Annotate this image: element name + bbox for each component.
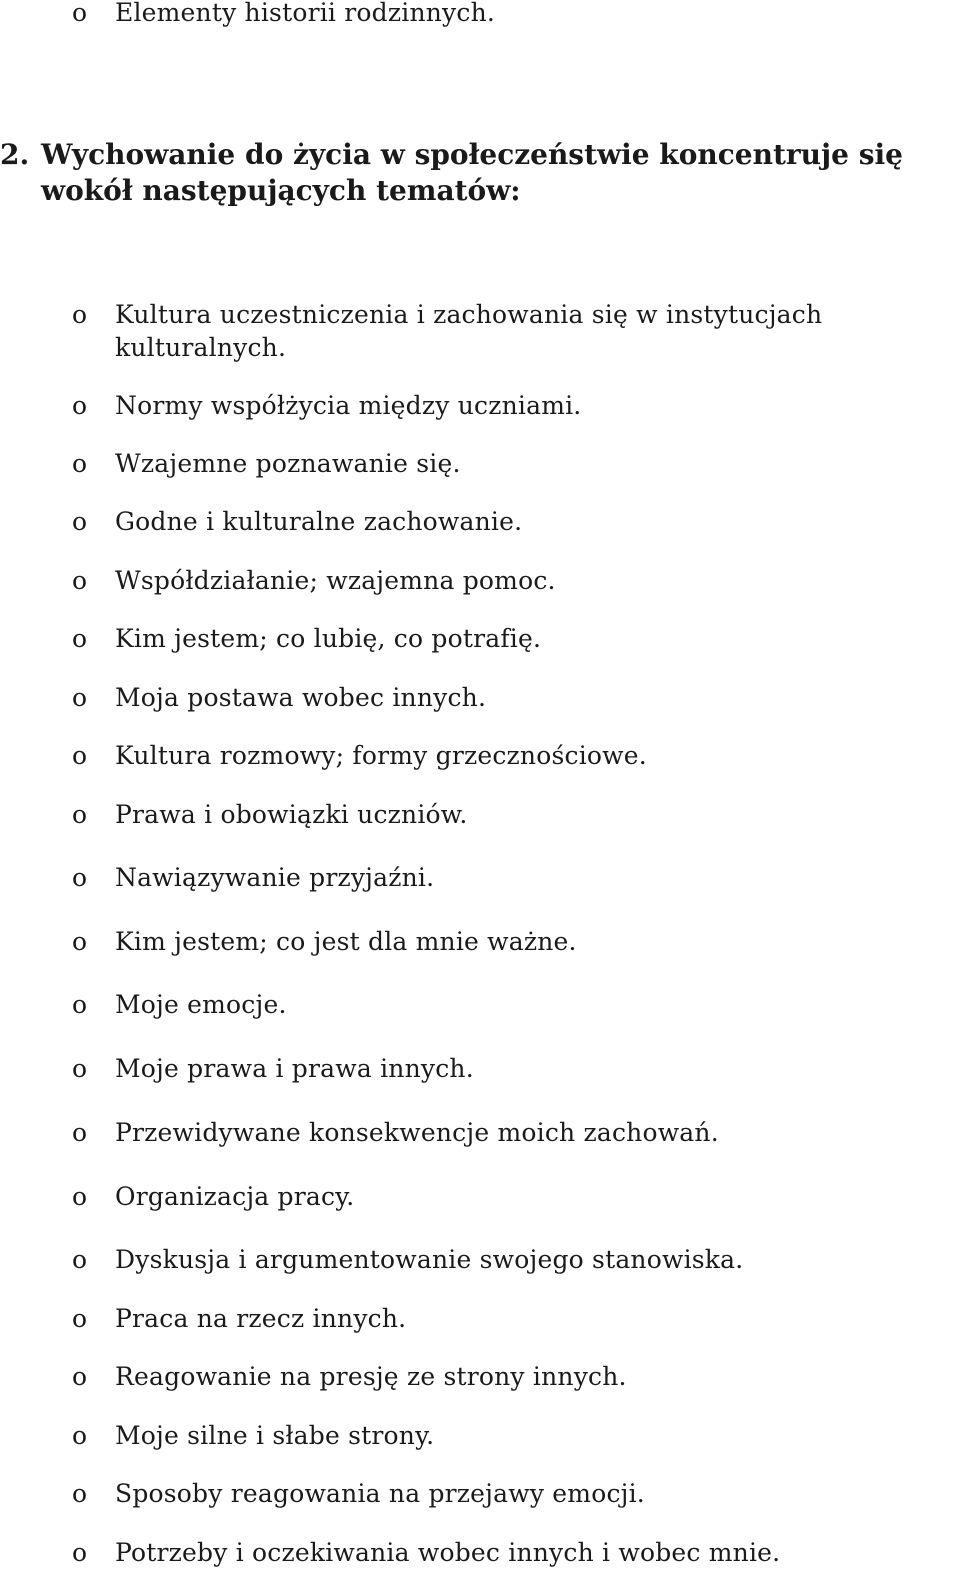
bullet-icon: o [72, 800, 88, 829]
bullet-icon: o [72, 1245, 88, 1274]
section-title: Wychowanie do życia w społeczeństwie koncentruje się wokół następujących tematów: [41, 138, 903, 207]
list-item-text: Przewidywane konsekwencje moich zachowań. [115, 1118, 719, 1147]
bullet-icon: o [72, 1054, 88, 1083]
list-item-text: Potrzeby i oczekiwania wobec innych i wobec mnie. [115, 1538, 781, 1567]
bullet-icon: o [72, 1421, 88, 1450]
bullet-icon: o [72, 863, 88, 892]
bullet-icon: o [72, 1304, 88, 1333]
list-item-text: Nawiązywanie przyjaźni. [115, 863, 435, 892]
list-item-text: Kim jestem; co jest dla mnie ważne. [115, 927, 577, 956]
list-item-text: Sposoby reagowania na przejawy emocji. [115, 1479, 645, 1508]
list-item-text: Kultura rozmowy; formy grzecznościowe. [115, 741, 647, 770]
bullet-icon: o [72, 566, 88, 595]
bullet-icon: o [72, 1362, 88, 1391]
list-item-text: Moje prawa i prawa innych. [115, 1054, 474, 1083]
list-item-text: Prawa i obowiązki uczniów. [115, 800, 468, 829]
bullet-icon: o [72, 507, 88, 536]
bullet-icon: o [72, 683, 88, 712]
bullet-icon: o [72, 449, 88, 478]
list-item-text: Współdziałanie; wzajemna pomoc. [115, 566, 556, 595]
list-item-text: Organizacja pracy. [115, 1182, 355, 1211]
bullet-icon: o [72, 391, 88, 420]
bullet-icon: o [72, 1538, 88, 1567]
bullet-icon: o [72, 927, 88, 956]
list-item-text: Moje emocje. [115, 990, 287, 1019]
list-item-text: Moja postawa wobec innych. [115, 683, 487, 712]
list-item-text: Kultura uczestniczenia i zachowania się w instytucjach kulturalnych. [115, 300, 823, 362]
list-item-text: Kim jestem; co lubię, co potrafię. [115, 624, 542, 653]
list-item-text: Moje silne i słabe strony. [115, 1421, 435, 1450]
bullet-icon: o [72, 300, 88, 329]
list-item-text: Normy współżycia między uczniami. [115, 391, 582, 420]
list-item-text: Wzajemne poznawanie się. [115, 449, 461, 478]
list-item-text: Praca na rzecz innych. [115, 1304, 407, 1333]
list-item-text: Reagowanie na presję ze strony innych. [115, 1362, 627, 1391]
bullet-icon: o [72, 1479, 88, 1508]
section-number: 2. [0, 138, 30, 171]
bullet-icon: o [72, 1118, 88, 1147]
bullet-icon: o [72, 741, 88, 770]
bullet-icon: o [72, 624, 88, 653]
bullet-icon: o [72, 0, 88, 27]
list-item-text: Elementy historii rodzinnych. [115, 0, 496, 27]
bullet-icon: o [72, 990, 88, 1019]
bullet-icon: o [72, 1182, 88, 1211]
list-item-text: Dyskusja i argumentowanie swojego stanowiska. [115, 1245, 744, 1274]
list-item-text: Godne i kulturalne zachowanie. [115, 507, 523, 536]
